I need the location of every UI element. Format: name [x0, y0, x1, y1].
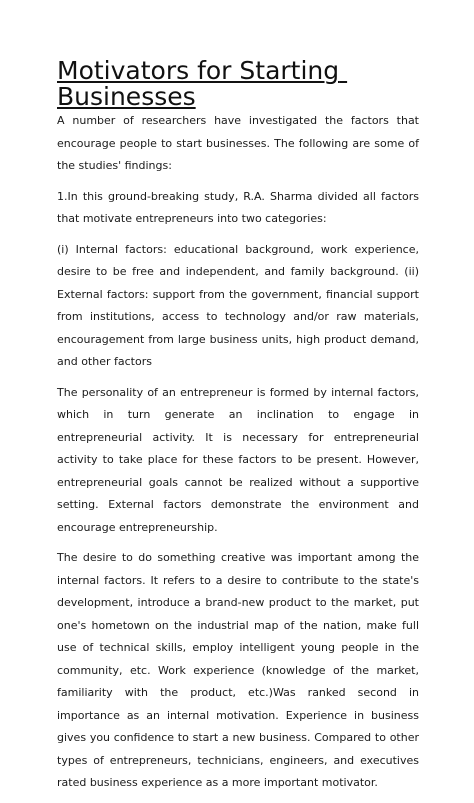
factors-paragraph: (i) Internal factors: educational background, work experience, desire to be free and independent, and family background. (ii) External factors: support from the government, financial support from institutions, access to technology and/or raw materials, encouragement from large business units, high product demand, and other factors: [57, 242, 419, 368]
document-title: Motivators for Starting Businesses: [57, 56, 348, 111]
intro-paragraph: A number of researchers have investigated the factors that encourage people to start businesses. The following are some of the studies' findings:: [57, 114, 419, 172]
study-paragraph: 1.In this ground-breaking study, R.A. Sharma divided all factors that motivate entrepreneurs into two categories:: [57, 189, 419, 225]
document-body: [57, 110, 419, 803]
personality-paragraph: The personality of an entrepreneur is formed by internal factors, which in turn generate an inclination to engage in entrepreneurial activity. It is necessary for entrepreneurial activity to take place for these factors to be present. However, entrepreneurial goals cannot be realized without a supportive setting. External factors demonstrate the environment and encourage entrepreneurship.: [57, 385, 419, 534]
creative-desire-paragraph: The desire to do something creative was important among the internal factors. It refers to a desire to contribute to the state's development, introduce a brand-new product to the market, put one's hometown on the industrial map of the nation, make full use of technical skills, employ intelligent young people in the community, etc. Work experience (knowledge of the market, familiarity with the product, etc.)Was ranked second in importance as an internal motivation. Experience in business gives you confidence to start a new business. Compared to other types of entrepreneurs, technicians, engineers, and executives rated business experience as a more important motivator.: [57, 551, 419, 789]
